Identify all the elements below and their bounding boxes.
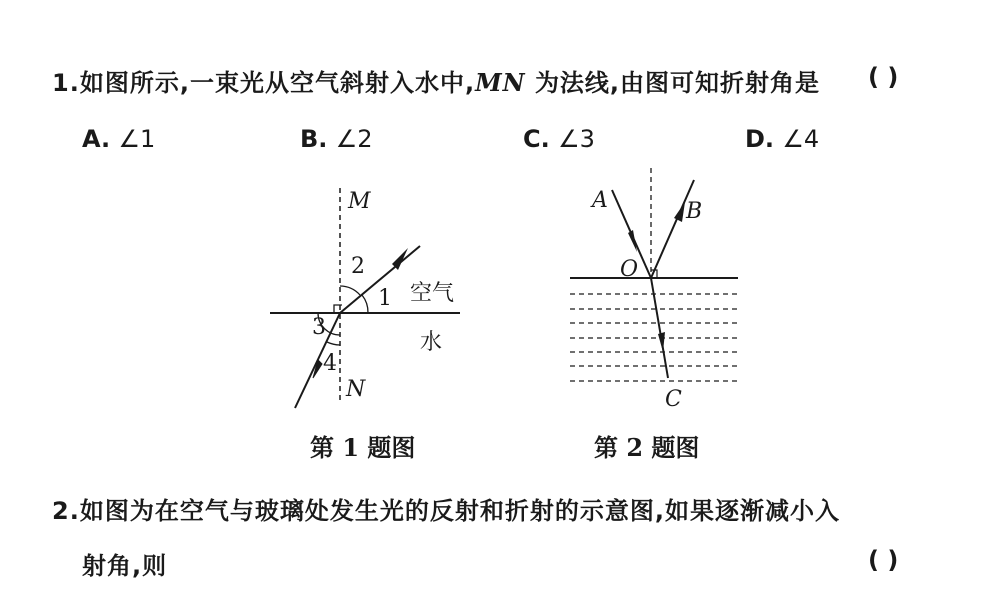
figure-1 (270, 188, 460, 408)
option-d: D. ∠4 (745, 125, 820, 153)
question-1-text-after: 为法线,由图可知折射角是 (534, 69, 821, 97)
question-2-line-1: 如图为在空气与玻璃处发生光的反射和折射的示意图,如果逐渐减小入 (79, 497, 840, 525)
angle-2-arc (340, 286, 360, 295)
label-m: M (348, 189, 371, 214)
question-2-line-2: 射角,则 (82, 552, 168, 580)
label-angle-2: 2 (351, 254, 365, 279)
figure-1-caption: 第 1 题图 (310, 433, 416, 462)
figure-2-caption: 第 2 题图 (594, 433, 700, 462)
label-air: 空气 (410, 281, 455, 306)
question-2-number: 2. (52, 497, 80, 525)
label-angle-4: 4 (323, 351, 337, 376)
ray-oc (651, 278, 668, 378)
question-1-number: 1. (52, 69, 80, 97)
question-1-answer-bracket: ( ) (868, 63, 899, 91)
label-n: N (346, 377, 366, 402)
question-1-text-before: 如图所示,一束光从空气斜射入水中, (79, 69, 476, 97)
ray-ob-arrow (674, 202, 685, 222)
label-o: O (620, 257, 639, 282)
angle-1-arc (362, 295, 368, 313)
label-a: A (592, 188, 608, 213)
label-angle-3: 3 (312, 315, 326, 340)
question-2-answer-bracket: ( ) (868, 546, 899, 574)
label-c: C (665, 387, 682, 412)
angle-4-arc (327, 342, 340, 345)
normal-line-label: MN (475, 68, 526, 97)
figure-2 (570, 168, 738, 412)
option-a: A. ∠1 (82, 125, 156, 153)
label-b: B (686, 199, 703, 224)
label-water: 水 (420, 330, 443, 355)
ray-ob (651, 180, 694, 278)
option-c: C. ∠3 (523, 125, 595, 153)
question-2-text (52, 491, 840, 526)
label-angle-1: 1 (378, 286, 392, 311)
option-b: B. ∠2 (300, 125, 373, 153)
